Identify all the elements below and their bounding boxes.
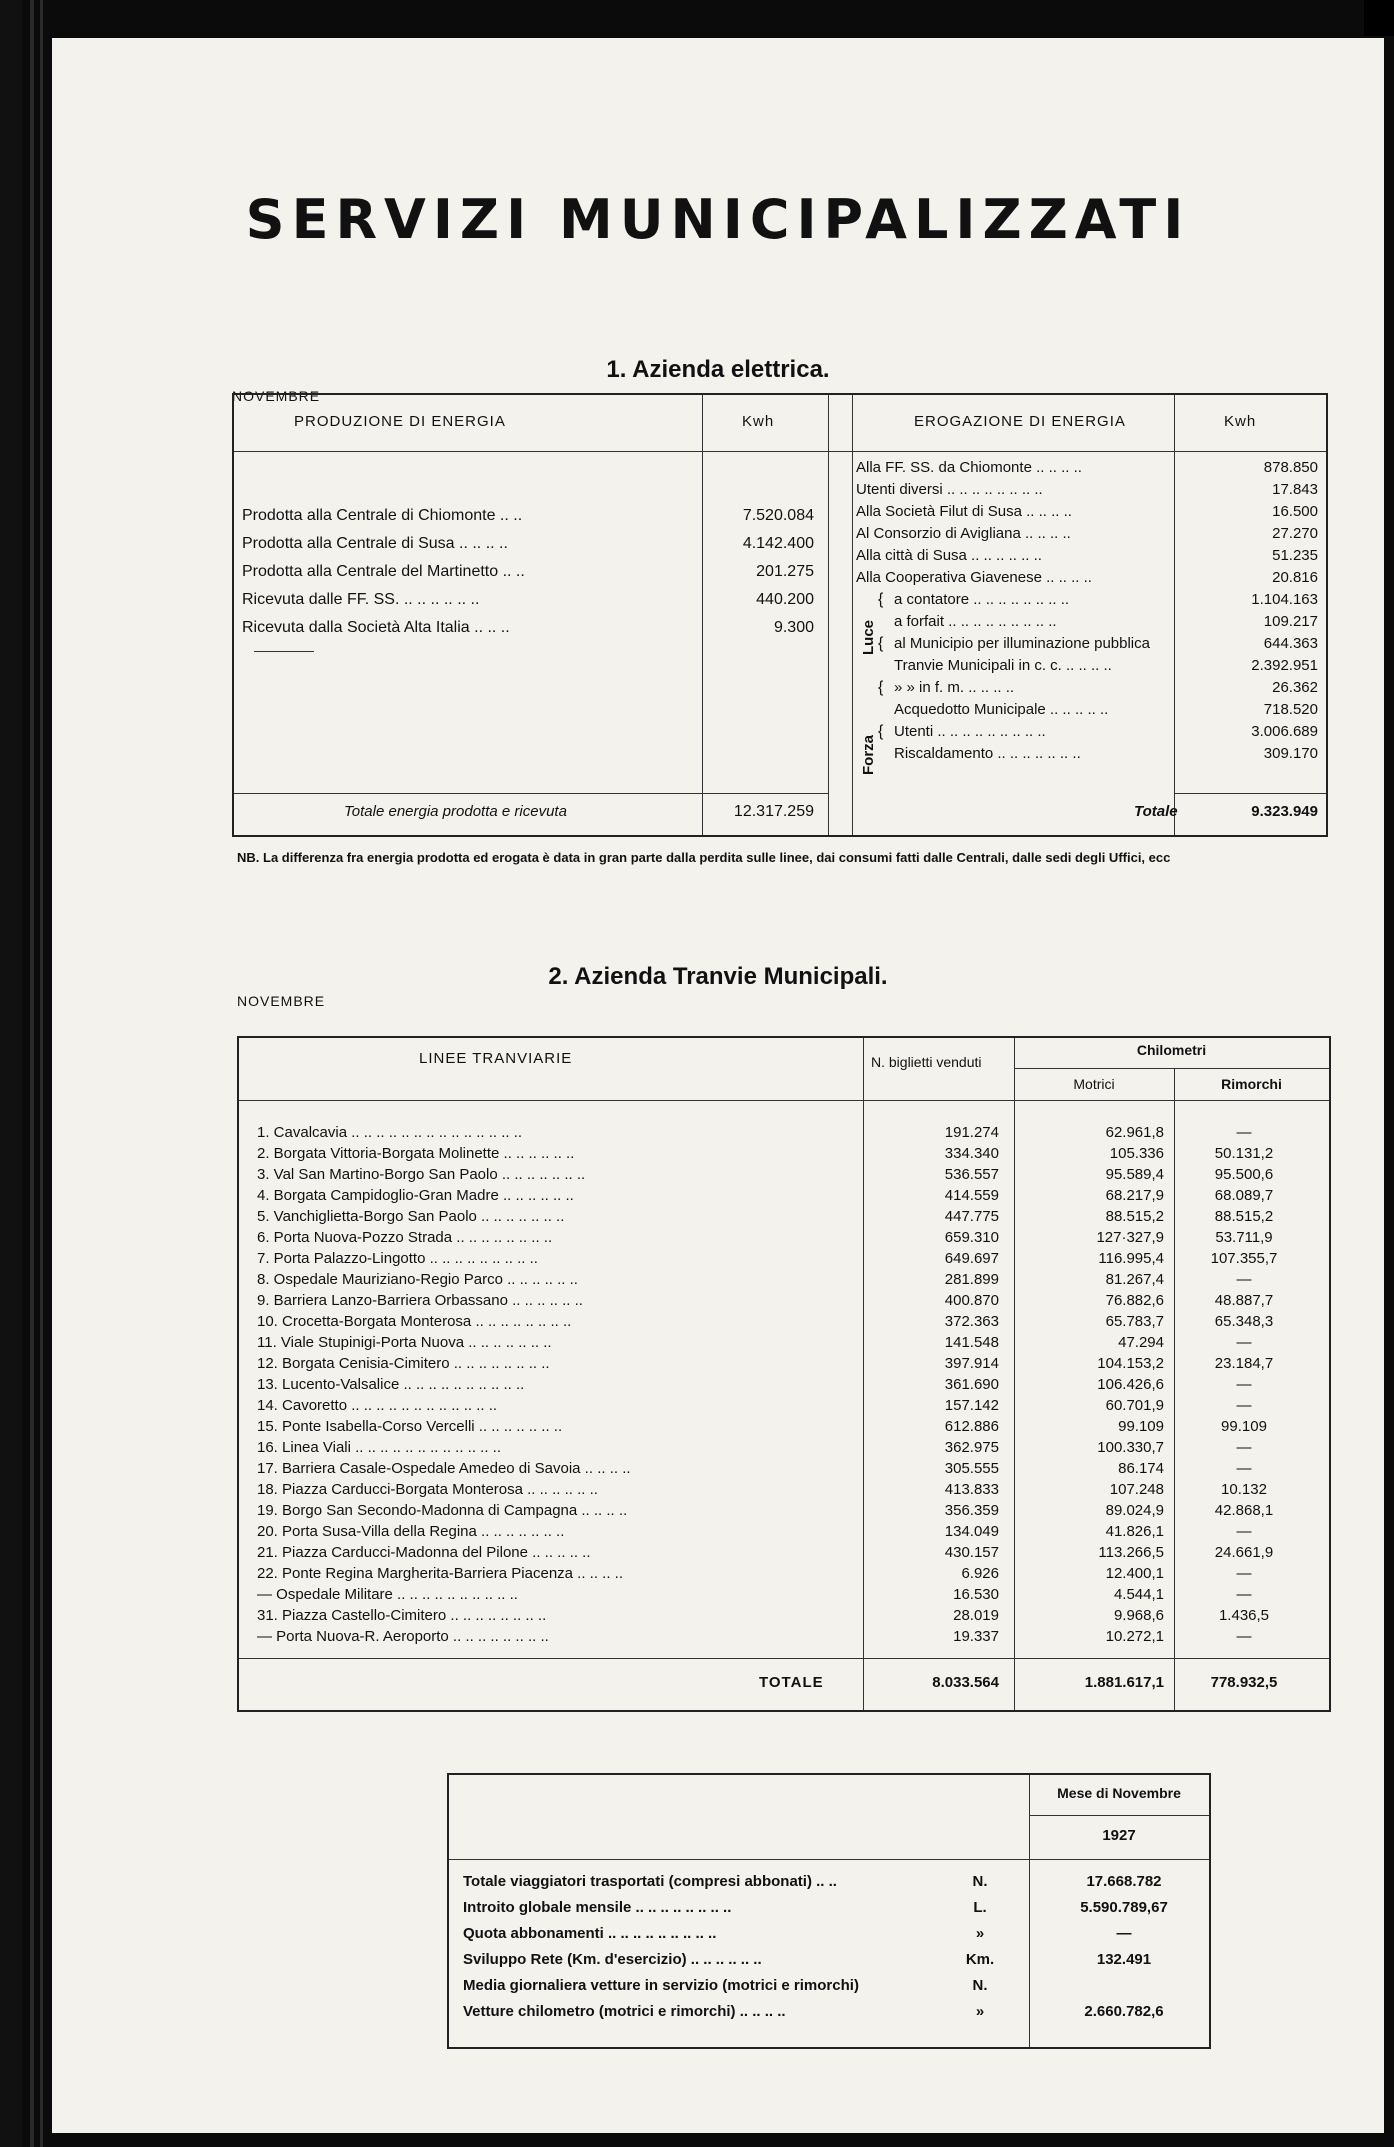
tickets-value: 134.049 bbox=[944, 1523, 999, 1540]
section-2-month: NOVEMBRE bbox=[237, 993, 326, 1009]
header-rule bbox=[234, 451, 1326, 452]
line-name: 22. Ponte Regina Margherita-Barriera Piacenza .. .. .. .. bbox=[257, 1565, 624, 1582]
motrici-value: 76.882,6 bbox=[1105, 1292, 1164, 1309]
table-row bbox=[239, 1397, 1329, 1419]
production-value: 4.142.400 bbox=[742, 535, 814, 552]
electric-table bbox=[232, 393, 1328, 837]
rimorchi-header: Rimorchi bbox=[1221, 1076, 1282, 1092]
rimorchi-value: — bbox=[1236, 1376, 1252, 1393]
line-name: 18. Piazza Carducci-Borgata Monterosa .. .. .. .. .. .. bbox=[257, 1481, 598, 1498]
column-rule bbox=[828, 395, 829, 835]
rimorchi-value: 42.868,1 bbox=[1214, 1502, 1274, 1519]
distribution-value: 17.843 bbox=[1272, 481, 1318, 498]
tickets-value: 536.557 bbox=[944, 1166, 999, 1183]
brace: { bbox=[878, 723, 884, 740]
distribution-value: 26.362 bbox=[1272, 679, 1318, 696]
table-row bbox=[239, 1544, 1329, 1566]
table-row bbox=[239, 1145, 1329, 1167]
distribution-label: Utenti diversi .. .. .. .. .. .. .. .. bbox=[856, 481, 1043, 498]
line-name: — Porta Nuova-R. Aeroporto .. .. .. .. .. .. .. .. bbox=[257, 1628, 549, 1645]
production-total-value: 12.317.259 bbox=[733, 803, 814, 820]
motrici-value: 104.153,2 bbox=[1097, 1355, 1164, 1372]
table-row bbox=[239, 1250, 1329, 1272]
tickets-value: 430.157 bbox=[944, 1544, 999, 1561]
distribution-value: 3.006.689 bbox=[1251, 723, 1318, 740]
line-name: 2. Borgata Vittoria-Borgata Molinette .. .. .. .. .. .. bbox=[257, 1145, 575, 1162]
motrici-value: 4.544,1 bbox=[1113, 1586, 1164, 1603]
distribution-value: 2.392.951 bbox=[1251, 657, 1318, 674]
summary-unit: N. bbox=[972, 1873, 988, 1890]
production-label: Prodotta alla Centrale di Susa .. .. .. .. bbox=[242, 535, 508, 552]
table-row bbox=[239, 1166, 1329, 1188]
summary-label: Media giornaliera vetture in servizio (motrici e rimorchi) bbox=[463, 1977, 859, 1994]
short-rule bbox=[254, 651, 314, 652]
motrici-value: 12.400,1 bbox=[1105, 1565, 1164, 1582]
distribution-header: EROGAZIONE DI ENERGIA bbox=[914, 413, 1126, 430]
rimorchi-value: 65.348,3 bbox=[1214, 1313, 1274, 1330]
tickets-value: 362.975 bbox=[944, 1439, 999, 1456]
motrici-value: 95.589,4 bbox=[1105, 1166, 1164, 1183]
distribution-label: Alla Società Filut di Susa .. .. .. .. bbox=[856, 503, 1072, 520]
footnote: NB. La differenza fra energia prodotta ed erogata è data in gran parte dalla perdita sulle linee, dai consumi fatti dalle Centrali, dalle sedi degli Uffici, ecc bbox=[237, 850, 1171, 865]
summary-unit: N. bbox=[972, 1977, 988, 1994]
rimorchi-value: 95.500,6 bbox=[1214, 1166, 1274, 1183]
table-row bbox=[239, 1124, 1329, 1146]
table-row bbox=[239, 1460, 1329, 1482]
line-name: 31. Piazza Castello-Cimitero .. .. .. .. .. .. .. .. bbox=[257, 1607, 547, 1624]
total-rule bbox=[1174, 793, 1326, 794]
production-label: Ricevuta dalle FF. SS. .. .. .. .. .. .. bbox=[242, 591, 480, 608]
distribution-value: 878.850 bbox=[1263, 459, 1318, 476]
column-rule bbox=[702, 395, 703, 835]
motrici-value: 105.336 bbox=[1109, 1145, 1164, 1162]
rimorchi-value: — bbox=[1236, 1271, 1252, 1288]
table-row bbox=[239, 1334, 1329, 1356]
header-rule bbox=[1014, 1068, 1329, 1069]
line-name: 8. Ospedale Mauriziano-Regio Parco .. .. .. .. .. .. bbox=[257, 1271, 578, 1288]
motrici-value: 47.294 bbox=[1118, 1334, 1164, 1351]
header-rule bbox=[239, 1100, 1329, 1101]
line-name: 13. Lucento-Valsalice .. .. .. .. .. .. .. .. .. .. bbox=[257, 1376, 525, 1393]
production-value: 7.520.084 bbox=[742, 507, 814, 524]
section-1-month: NOVEMBRE bbox=[232, 388, 321, 404]
rimorchi-value: — bbox=[1236, 1397, 1252, 1414]
line-name: 15. Ponte Isabella-Corso Vercelli .. .. .. .. .. .. .. bbox=[257, 1418, 563, 1435]
distribution-label: Alla Cooperativa Giavenese .. .. .. .. bbox=[856, 569, 1092, 586]
motrici-value: 100.330,7 bbox=[1097, 1439, 1164, 1456]
line-name: 11. Viale Stupinigi-Porta Nuova .. .. .. .. .. .. .. bbox=[257, 1334, 552, 1351]
total-rule bbox=[234, 793, 828, 794]
km-header: Chilometri bbox=[1136, 1042, 1207, 1058]
line-name: 14. Cavoretto .. .. .. .. .. .. .. .. .. .. .. .. bbox=[257, 1397, 498, 1414]
distribution-label: Utenti .. .. .. .. .. .. .. .. .. bbox=[894, 723, 1046, 740]
tickets-value: 281.899 bbox=[944, 1271, 999, 1288]
forza-label: Forza bbox=[860, 734, 877, 775]
rimorchi-value: — bbox=[1236, 1124, 1252, 1141]
tickets-value: 191.274 bbox=[944, 1124, 999, 1141]
motrici-value: 41.826,1 bbox=[1105, 1523, 1164, 1540]
table-row bbox=[239, 1586, 1329, 1608]
line-name: 16. Linea Viali .. .. .. .. .. .. .. .. .. .. .. .. bbox=[257, 1439, 501, 1456]
tickets-value: 361.690 bbox=[944, 1376, 999, 1393]
total-tickets: 8.033.564 bbox=[932, 1674, 999, 1691]
production-value: 201.275 bbox=[756, 563, 814, 580]
rimorchi-value: 24.661,9 bbox=[1214, 1544, 1274, 1561]
production-label: Prodotta alla Centrale del Martinetto .. .. bbox=[242, 563, 525, 580]
tickets-value: 356.359 bbox=[944, 1502, 999, 1519]
production-value: 9.300 bbox=[773, 619, 814, 636]
rimorchi-value: 10.132 bbox=[1221, 1481, 1267, 1498]
total-rule bbox=[239, 1658, 1329, 1659]
total-label: TOTALE bbox=[759, 1674, 824, 1691]
table-row bbox=[239, 1439, 1329, 1461]
tickets-value: 612.886 bbox=[944, 1418, 999, 1435]
page-title: SERVIZI MUNICIPALIZZATI bbox=[245, 188, 1191, 251]
tickets-value: 659.310 bbox=[944, 1229, 999, 1246]
distribution-value: 27.270 bbox=[1272, 525, 1318, 542]
table-row bbox=[239, 1271, 1329, 1293]
summary-value: 17.668.782 bbox=[1086, 1873, 1162, 1890]
tickets-value: 334.340 bbox=[944, 1145, 999, 1162]
table-row bbox=[239, 1292, 1329, 1314]
rimorchi-value: 48.887,7 bbox=[1214, 1292, 1274, 1309]
section-2-title: 2. Azienda Tranvie Municipali. bbox=[548, 963, 888, 990]
summary-unit: Km. bbox=[965, 1951, 995, 1968]
month-header: Mese di Novembre bbox=[1057, 1785, 1181, 1801]
distribution-label: al Municipio per illuminazione pubblica bbox=[894, 635, 1150, 652]
distribution-label: » » in f. m. .. .. .. .. bbox=[894, 679, 1015, 696]
line-name: 17. Barriera Casale-Ospedale Amedeo di Savoia .. .. .. .. bbox=[257, 1460, 631, 1477]
rimorchi-value: — bbox=[1236, 1523, 1252, 1540]
rimorchi-value: 1.436,5 bbox=[1218, 1607, 1270, 1624]
table-row bbox=[239, 1187, 1329, 1209]
distribution-value: 109.217 bbox=[1263, 613, 1318, 630]
production-header: PRODUZIONE DI ENERGIA bbox=[294, 413, 506, 430]
tickets-value: 414.559 bbox=[944, 1187, 999, 1204]
distribution-value: 20.816 bbox=[1272, 569, 1318, 586]
distribution-total-value: 9.323.949 bbox=[1251, 803, 1318, 820]
document-page bbox=[52, 38, 1384, 2133]
production-total-label: Totale energia prodotta e ricevuta bbox=[344, 803, 567, 820]
line-name: 19. Borgo San Secondo-Madonna di Campagna .. .. .. .. bbox=[257, 1502, 628, 1519]
rimorchi-value: — bbox=[1236, 1334, 1252, 1351]
distribution-value: 309.170 bbox=[1263, 745, 1318, 762]
rimorchi-value: 107.355,7 bbox=[1210, 1250, 1278, 1267]
summary-unit: L. bbox=[973, 1899, 987, 1916]
table-row bbox=[239, 1502, 1329, 1524]
distribution-label: a contatore .. .. .. .. .. .. .. .. bbox=[894, 591, 1070, 608]
luce-label: Luce bbox=[860, 619, 877, 655]
total-motrici: 1.881.617,1 bbox=[1084, 1674, 1164, 1691]
summary-value: — bbox=[1116, 1925, 1132, 1942]
brace: { bbox=[878, 635, 884, 652]
rimorchi-value: — bbox=[1236, 1460, 1252, 1477]
distribution-label: Tranvie Municipali in c. c. .. .. .. .. bbox=[894, 657, 1112, 674]
line-name: 4. Borgata Campidoglio-Gran Madre .. .. .. .. .. .. bbox=[257, 1187, 574, 1204]
motrici-value: 60.701,9 bbox=[1105, 1397, 1164, 1414]
distribution-value: 644.363 bbox=[1263, 635, 1318, 652]
rimorchi-value: — bbox=[1236, 1628, 1252, 1645]
motrici-value: 10.272,1 bbox=[1105, 1628, 1164, 1645]
production-label: Prodotta alla Centrale di Chiomonte .. .. bbox=[242, 507, 523, 524]
summary-value: 2.660.782,6 bbox=[1084, 2003, 1164, 2020]
brace: { bbox=[878, 679, 884, 696]
distribution-value: 16.500 bbox=[1272, 503, 1318, 520]
tickets-header: N. biglietti venduti bbox=[871, 1054, 982, 1070]
motrici-header: Motrici bbox=[1073, 1076, 1115, 1092]
distribution-label: Acquedotto Municipale .. .. .. .. .. bbox=[894, 701, 1109, 718]
total-rimorchi: 778.932,5 bbox=[1210, 1674, 1278, 1691]
line-name: 1. Cavalcavia .. .. .. .. .. .. .. .. .. .. .. .. .. .. bbox=[257, 1124, 523, 1141]
tram-table bbox=[237, 1036, 1331, 1712]
line-name: 21. Piazza Carducci-Madonna del Pilone .. .. .. .. .. bbox=[257, 1544, 591, 1561]
motrici-value: 65.783,7 bbox=[1105, 1313, 1164, 1330]
distribution-label: Alla FF. SS. da Chiomonte .. .. .. .. bbox=[856, 459, 1082, 476]
motrici-value: 68.217,9 bbox=[1105, 1187, 1164, 1204]
distribution-value: 1.104.163 bbox=[1251, 591, 1318, 608]
summary-table bbox=[447, 1773, 1211, 2049]
tickets-value: 141.548 bbox=[944, 1334, 999, 1351]
section-1-title: 1. Azienda elettrica. bbox=[606, 356, 830, 383]
table-row bbox=[239, 1229, 1329, 1251]
summary-value: 132.491 bbox=[1096, 1951, 1152, 1968]
table-row bbox=[239, 1607, 1329, 1629]
table-row bbox=[239, 1355, 1329, 1377]
motrici-value: 81.267,4 bbox=[1105, 1271, 1164, 1288]
table-row bbox=[239, 1208, 1329, 1230]
summary-label: Vetture chilometro (motrici e rimorchi) .. .. .. .. bbox=[463, 2003, 786, 2020]
rimorchi-value: — bbox=[1236, 1586, 1252, 1603]
motrici-value: 127·327,9 bbox=[1096, 1229, 1164, 1246]
tickets-value: 400.870 bbox=[944, 1292, 999, 1309]
table-row bbox=[239, 1628, 1329, 1650]
tickets-value: 28.019 bbox=[953, 1607, 999, 1624]
scan-border-stripe bbox=[40, 0, 43, 2147]
line-name: 9. Barriera Lanzo-Barriera Orbassano .. .. .. .. .. .. bbox=[257, 1292, 583, 1309]
summary-unit: » bbox=[975, 2003, 985, 2020]
lines-header: LINEE TRANVIARIE bbox=[419, 1050, 573, 1067]
tickets-value: 305.555 bbox=[944, 1460, 999, 1477]
motrici-value: 113.266,5 bbox=[1098, 1544, 1164, 1561]
header-rule bbox=[1029, 1815, 1209, 1816]
unit-header: Kwh bbox=[1224, 413, 1257, 430]
line-name: 10. Crocetta-Borgata Monterosa .. .. .. .. .. .. .. .. bbox=[257, 1313, 572, 1330]
line-name: 3. Val San Martino-Borgo San Paolo .. .. .. .. .. .. .. bbox=[257, 1166, 586, 1183]
motrici-value: 99.109 bbox=[1118, 1418, 1164, 1435]
summary-value: 5.590.789,67 bbox=[1080, 1899, 1168, 1916]
tickets-value: 397.914 bbox=[944, 1355, 999, 1372]
summary-label: Totale viaggiatori trasportati (compresi abbonati) .. .. bbox=[463, 1873, 837, 1890]
tickets-value: 447.775 bbox=[944, 1208, 999, 1225]
production-value: 440.200 bbox=[756, 591, 814, 608]
line-name: 6. Porta Nuova-Pozzo Strada .. .. .. .. .. .. .. .. bbox=[257, 1229, 553, 1246]
line-name: 5. Vanchiglietta-Borgo San Paolo .. .. .. .. .. .. .. bbox=[257, 1208, 565, 1225]
distribution-label: Alla città di Susa .. .. .. .. .. .. bbox=[856, 547, 1042, 564]
tickets-value: 372.363 bbox=[944, 1313, 999, 1330]
motrici-value: 9.968,6 bbox=[1113, 1607, 1164, 1624]
tickets-value: 413.833 bbox=[944, 1481, 999, 1498]
summary-label: Introito globale mensile .. .. .. .. .. .. .. .. bbox=[463, 1899, 732, 1916]
distribution-label: Riscaldamento .. .. .. .. .. .. .. bbox=[894, 745, 1081, 762]
motrici-value: 107.248 bbox=[1109, 1481, 1164, 1498]
motrici-value: 106.426,6 bbox=[1097, 1376, 1164, 1393]
unit-header: Kwh bbox=[742, 413, 775, 430]
rimorchi-value: 88.515,2 bbox=[1214, 1208, 1274, 1225]
total-row bbox=[239, 1674, 1329, 1696]
rimorchi-value: 68.089,7 bbox=[1214, 1187, 1274, 1204]
rimorchi-value: 23.184,7 bbox=[1214, 1355, 1274, 1372]
year-header: 1927 bbox=[1102, 1827, 1136, 1844]
line-name: 7. Porta Palazzo-Lingotto .. .. .. .. .. .. .. .. .. bbox=[257, 1250, 538, 1267]
rimorchi-value: 99.109 bbox=[1221, 1418, 1267, 1435]
tickets-value: 19.337 bbox=[953, 1628, 999, 1645]
tickets-value: 16.530 bbox=[953, 1586, 999, 1603]
rimorchi-value: — bbox=[1236, 1565, 1252, 1582]
distribution-value: 51.235 bbox=[1272, 547, 1318, 564]
distribution-total-label: Totale bbox=[1134, 803, 1178, 820]
table-row bbox=[239, 1418, 1329, 1440]
table-row bbox=[239, 1313, 1329, 1335]
tickets-value: 649.697 bbox=[944, 1250, 999, 1267]
summary-label: Quota abbonamenti .. .. .. .. .. .. .. .. .. bbox=[463, 1925, 717, 1942]
rimorchi-value: 53.711,9 bbox=[1215, 1229, 1273, 1246]
tickets-value: 6.926 bbox=[961, 1565, 999, 1582]
line-name: — Ospedale Militare .. .. .. .. .. .. .. .. .. .. bbox=[257, 1586, 518, 1603]
table-row bbox=[239, 1565, 1329, 1587]
summary-unit: » bbox=[975, 1925, 985, 1942]
scan-border-corner bbox=[1364, 0, 1394, 36]
header-rule bbox=[449, 1859, 1209, 1860]
production-label: Ricevuta dalla Società Alta Italia .. .. .. bbox=[242, 619, 510, 636]
rimorchi-value: 50.131,2 bbox=[1214, 1145, 1274, 1162]
summary-label: Sviluppo Rete (Km. d'esercizio) .. .. .. .. .. .. bbox=[463, 1951, 762, 1968]
motrici-value: 116.995,4 bbox=[1098, 1250, 1164, 1267]
distribution-value: 718.520 bbox=[1263, 701, 1318, 718]
line-name: 12. Borgata Cenisia-Cimitero .. .. .. .. .. .. .. .. bbox=[257, 1355, 550, 1372]
motrici-value: 86.174 bbox=[1118, 1460, 1164, 1477]
tickets-value: 157.142 bbox=[944, 1397, 999, 1414]
motrici-value: 89.024,9 bbox=[1105, 1502, 1164, 1519]
distribution-label: Al Consorzio di Avigliana .. .. .. .. bbox=[856, 525, 1071, 542]
rimorchi-value: — bbox=[1236, 1439, 1252, 1456]
motrici-value: 88.515,2 bbox=[1105, 1208, 1164, 1225]
brace: { bbox=[878, 591, 884, 608]
scan-border-stripe bbox=[30, 0, 34, 2147]
scan-border-left bbox=[0, 0, 22, 2147]
table-row bbox=[239, 1481, 1329, 1503]
table-row bbox=[239, 1523, 1329, 1545]
distribution-label: a forfait .. .. .. .. .. .. .. .. .. bbox=[894, 613, 1057, 630]
table-row bbox=[239, 1376, 1329, 1398]
column-rule bbox=[852, 395, 853, 835]
line-name: 20. Porta Susa-Villa della Regina .. .. .. .. .. .. .. bbox=[257, 1523, 565, 1540]
motrici-value: 62.961,8 bbox=[1105, 1124, 1164, 1141]
